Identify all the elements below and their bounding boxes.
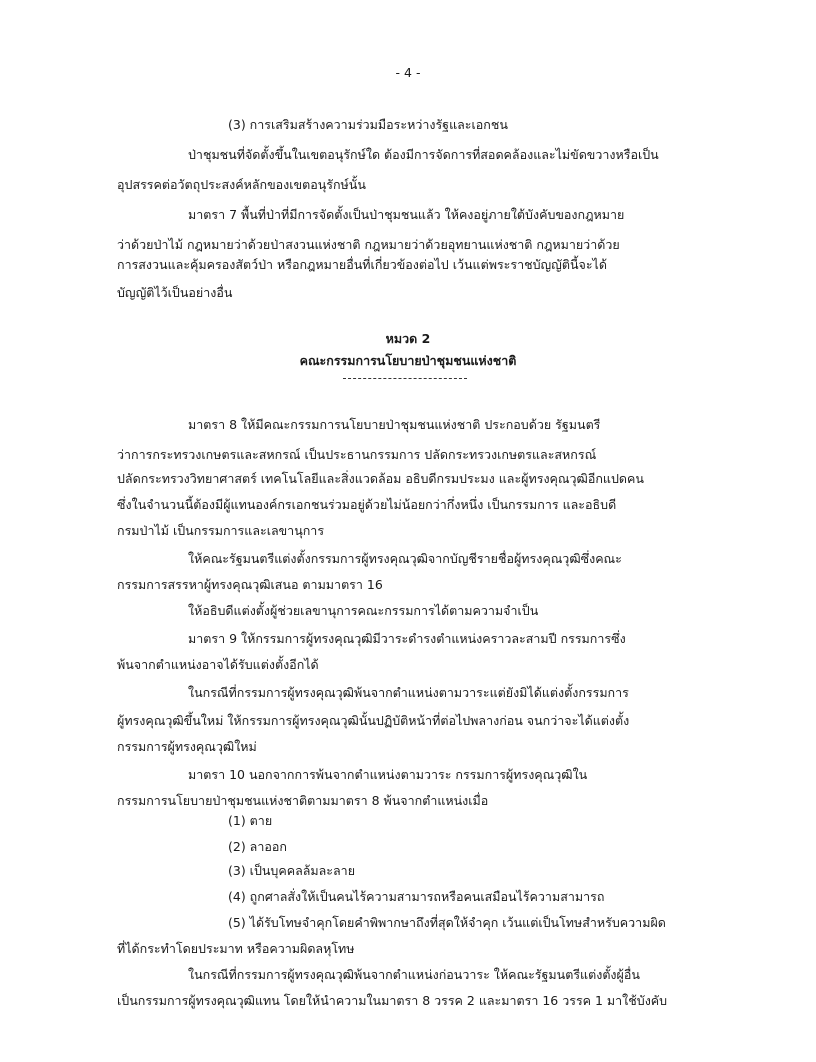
text-line: ในกรณีที่กรรมการผู้ทรงคุณวุฒิพ้นจากตำแหน่งก่อนวาระ ให้คณะรัฐมนตรีแต่งตั้งผู้อื่น — [188, 967, 640, 982]
text-line: กรมป่าไม้ เป็นกรรมการและเลขานุการ — [117, 523, 325, 538]
text-line: กรรมการนโยบายป่าชุมชนแห่งชาติตามมาตรา 8 พ้นจากตำแหน่งเมื่อ — [117, 793, 489, 808]
text-line: (3) การเสริมสร้างความร่วมมือระหว่างรัฐและเอกชน — [228, 117, 508, 132]
list-item: (4) ถูกศาลสั่งให้เป็นคนไร้ความสามารถหรือคนเสมือนไร้ความสามารถ — [228, 889, 605, 904]
chapter-heading: หมวด 2 — [385, 331, 431, 346]
text-line: มาตรา 10 นอกจากการพ้นจากตำแหน่งตามวาระ กรรมการผู้ทรงคุณวุฒิใน — [188, 767, 588, 782]
text-line: การสงวนและคุ้มครองสัตว์ป่า หรือกฎหมายอื่นที่เกี่ยวข้องต่อไป เว้นแต่พระราชบัญญัตินี้จะได้ — [117, 257, 607, 272]
text-line: ว่าด้วยป่าไม้ กฎหมายว่าด้วยป่าสงวนแห่งชาติ กฎหมายว่าด้วยอุทยานแห่งชาติ กฎหมายว่าด้วย — [117, 237, 620, 252]
chapter-title: คณะกรรมการนโยบายป่าชุมชนแห่งชาติ — [299, 353, 517, 368]
list-item: (3) เป็นบุคคลล้มละลาย — [228, 863, 356, 878]
text-line: กรรมการผู้ทรงคุณวุฒิใหม่ — [117, 739, 257, 754]
text-line: กรรมการสรรหาผู้ทรงคุณวุฒิเสนอ ตามมาตรา 16 — [117, 577, 383, 592]
list-item: (2) ลาออก — [228, 839, 287, 854]
text-line: เป็นกรรมการผู้ทรงคุณวุฒิแทน โดยให้นำความในมาตรา 8 วรรค 2 และมาตรา 16 วรรค 1 มาใช้บังคับ — [117, 993, 668, 1008]
text-line: ที่ได้กระทำโดยประมาท หรือความผิดลหุโทษ — [117, 941, 355, 956]
list-item: (1) ตาย — [228, 813, 273, 828]
page-number: - 4 - — [395, 65, 421, 80]
text-line: ในกรณีที่กรรมการผู้ทรงคุณวุฒิพ้นจากตำแหน่งตามวาระแต่ยังมิได้แต่งตั้งกรรมการ — [188, 685, 629, 700]
text-line: ให้คณะรัฐมนตรีแต่งตั้งกรรมการผู้ทรงคุณวุฒิจากบัญชีรายชื่อผู้ทรงคุณวุฒิซึ่งคณะ — [188, 551, 622, 566]
text-line: บัญญัติไว้เป็นอย่างอื่น — [117, 285, 233, 300]
text-line: พ้นจากตำแหน่งอาจได้รับแต่งตั้งอีกได้ — [117, 657, 319, 672]
list-item: (5) ได้รับโทษจำคุกโดยคำพิพากษาถึงที่สุดให้จำคุก เว้นแต่เป็นโทษสำหรับความผิด — [228, 915, 666, 930]
text-line: มาตรา 9 ให้กรรมการผู้ทรงคุณวุฒิมีวาระดำรงตำแหน่งคราวละสามปี กรรมการซึ่ง — [188, 631, 626, 646]
text-line: ผู้ทรงคุณวุฒิขึ้นใหม่ ให้กรรมการผู้ทรงคุณวุฒินั้นปฏิบัติหน้าที่ต่อไปพลางก่อน จนกว่าจะได้แต่งตั้ง — [117, 713, 630, 728]
text-line: ซึ่งในจำนวนนี้ต้องมีผู้แทนองค์กรเอกชนร่วมอยู่ด้วยไม่น้อยกว่ากึ่งหนึ่ง เป็นกรรมการ และอธิบดี — [117, 497, 617, 512]
text-line: มาตรา 7 พื้นที่ป่าที่มีการจัดตั้งเป็นป่าชุมชนแล้ว ให้คงอยู่ภายใต้บังคับของกฎหมาย — [188, 207, 625, 222]
text-line: มาตรา 8 ให้มีคณะกรรมการนโยบายป่าชุมชนแห่งชาติ ประกอบด้วย รัฐมนตรี — [188, 417, 601, 432]
text-line: ป่าชุมชนที่จัดตั้งขึ้นในเขตอนุรักษ์ใด ต้องมีการจัดการที่สอดคล้องและไม่ขัดขวางหรือเป็น — [188, 147, 659, 162]
text-line: อุปสรรคต่อวัตถุประสงค์หลักของเขตอนุรักษ์นั้น — [117, 177, 366, 192]
text-line: ปลัดกระทรวงวิทยาศาสตร์ เทคโนโลยีและสิ่งแวดล้อม อธิบดีกรมประมง และผู้ทรงคุณวุฒิอีกแปดคน — [117, 471, 644, 486]
text-line: ว่าการกระทรวงเกษตรและสหกรณ์ เป็นประธานกรรมการ ปลัดกระทรวงเกษตรและสหกรณ์ — [117, 447, 597, 462]
text-line: ให้อธิบดีแต่งตั้งผู้ช่วยเลขานุการคณะกรรมการได้ตามความจำเป็น — [188, 603, 539, 618]
heading-divider — [343, 378, 467, 379]
